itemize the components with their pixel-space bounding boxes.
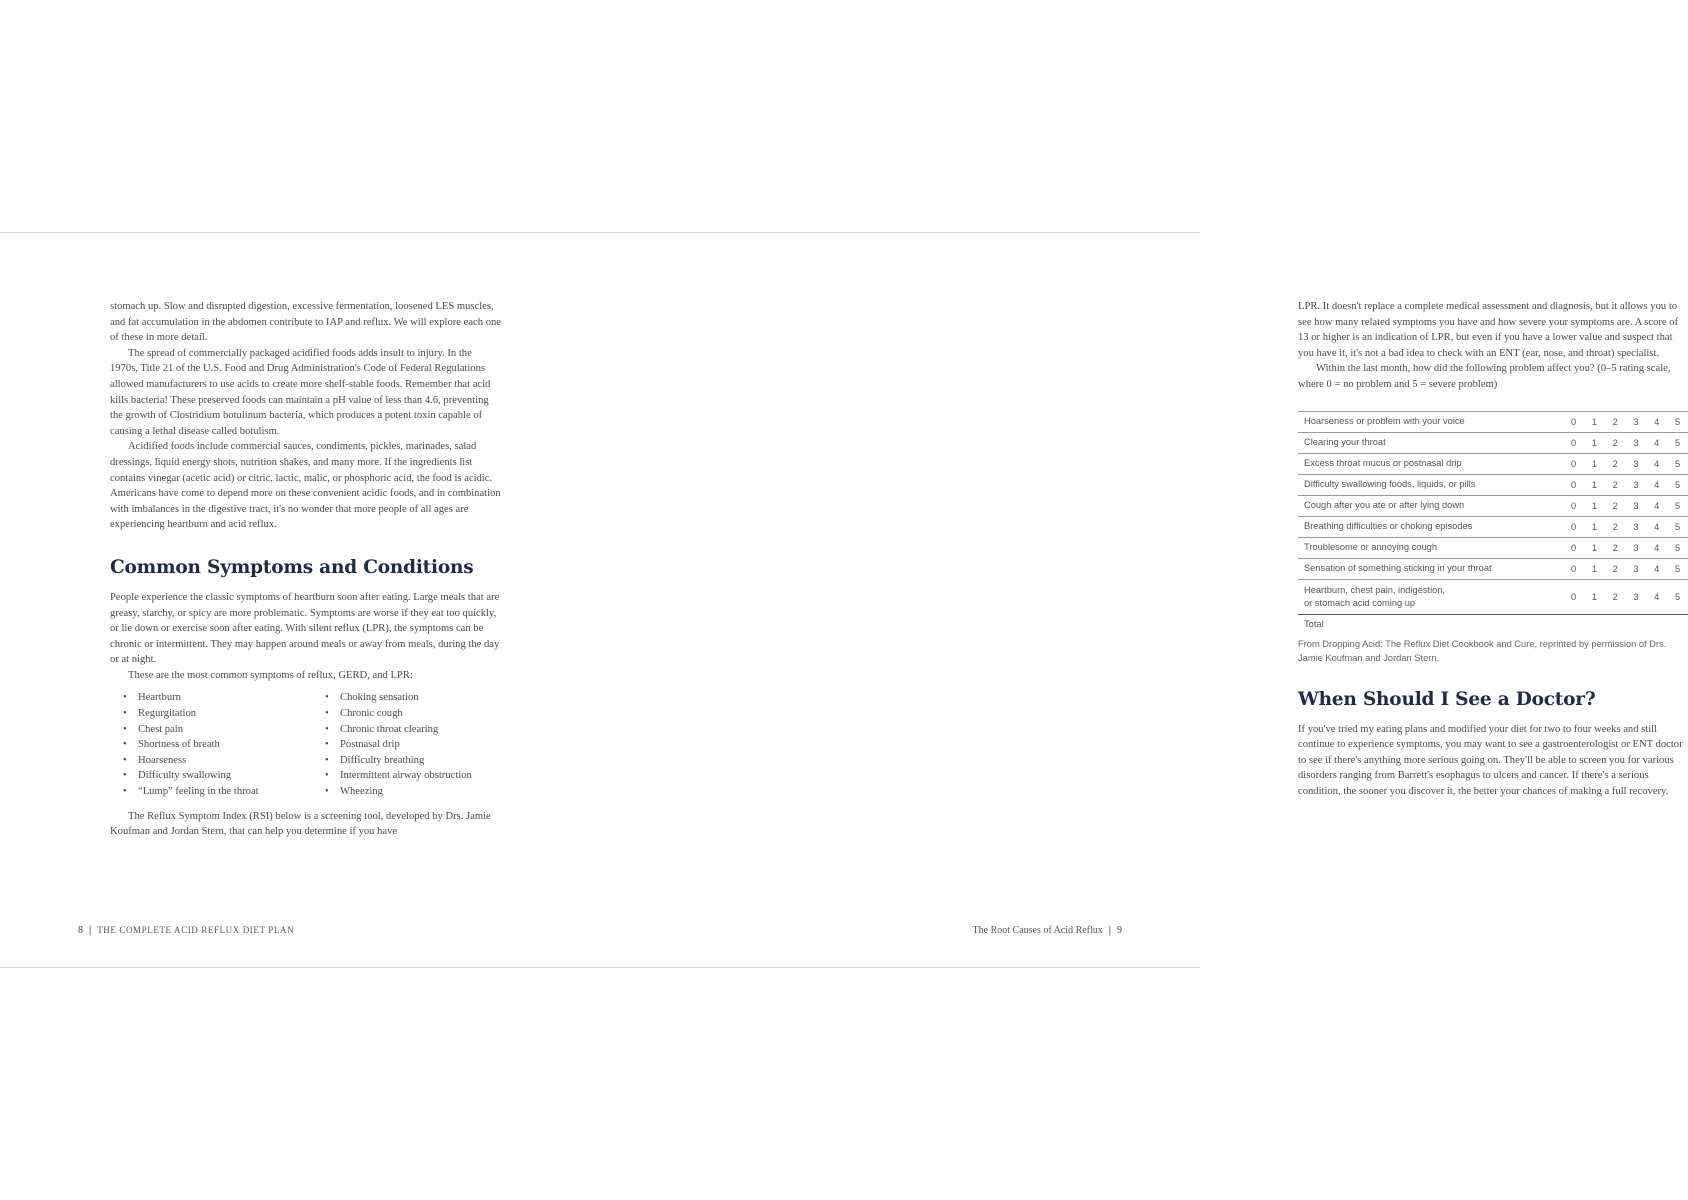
list-item: • Chronic cough bbox=[325, 706, 472, 722]
rsi-score: 4 bbox=[1654, 563, 1660, 574]
body-paragraph: If you've tried my eating plans and modified your diet for two to four weeks and still continue to experience symptoms, you may want to see a gastroenterologist or ENT doctor to see if there's anything more serious going on. They'll be able to screen you for various disorders ranging from Barrett's esophagus to ulcers and cancer. If there's a serious condition, the sooner you discover it, the better your chances of making a full recovery. bbox=[1298, 723, 1683, 797]
rsi-score: 5 bbox=[1674, 542, 1681, 553]
rsi-score: 2 bbox=[1612, 437, 1618, 448]
rsi-score: 5 bbox=[1674, 416, 1681, 427]
rsi-score: 4 bbox=[1654, 479, 1660, 490]
left-text-column bbox=[110, 299, 502, 840]
right-page bbox=[600, 233, 1683, 967]
table-row bbox=[1298, 495, 1688, 516]
rsi-score: 5 bbox=[1674, 479, 1681, 490]
rsi-score: 4 bbox=[1654, 416, 1660, 427]
rsi-score: 3 bbox=[1633, 500, 1639, 511]
rsi-question: Hoarseness or problem with your voice bbox=[1304, 416, 1465, 427]
body-paragraph: Within the last month, how did the following problem affect you? (0–5 rating scale, where 0 = no problem and 5 = severe problem) bbox=[1298, 363, 1671, 390]
rsi-score: 1 bbox=[1591, 416, 1597, 427]
rsi-question bbox=[1298, 579, 1563, 614]
rsi-score: 1 bbox=[1591, 542, 1597, 553]
table-row bbox=[1298, 432, 1688, 453]
rsi-score: 5 bbox=[1674, 437, 1681, 448]
body-paragraph: The Reflux Symptom Index (RSI) below is a screening tool, developed by Drs. Jamie Koufman and Jordan Stern, that can help you determine if you have bbox=[110, 810, 491, 838]
rsi-score: 2 bbox=[1612, 500, 1618, 511]
list-item: • Choking sensation bbox=[325, 690, 472, 706]
rsi-score: 2 bbox=[1612, 458, 1618, 469]
list-item: • Difficulty swallowing bbox=[123, 768, 325, 784]
body-paragraph: LPR. It doesn't replace a complete medical assessment and diagnosis, but it allows you to see how many related symptoms you have and how severe your symptoms are. A score of 13 or higher is an indication of LPR, but even if you have a lower value and suspect that you have it, it's not a bad idea to check with an ENT (ear, nose, and throat) specialist. bbox=[1298, 301, 1679, 359]
rsi-score: 3 bbox=[1633, 563, 1639, 574]
list-item: • Regurgitation bbox=[123, 706, 325, 722]
list-item: • Wheezing bbox=[325, 784, 472, 800]
rsi-score: 5 bbox=[1674, 458, 1681, 469]
rsi-question: Excess throat mucus or postnasal drip bbox=[1304, 458, 1462, 469]
table-row bbox=[1298, 537, 1688, 558]
running-head-chapter-title: The Root Causes of Acid Reflux bbox=[972, 925, 1103, 936]
rsi-score: 3 bbox=[1633, 458, 1639, 469]
list-item: • Difficulty breathing bbox=[325, 753, 472, 769]
rsi-question: Difficulty swallowing foods, liquids, or pills bbox=[1304, 479, 1476, 490]
rsi-score: 0 bbox=[1571, 542, 1577, 553]
page-number: 9 bbox=[1117, 925, 1122, 936]
list-item: • Chest pain bbox=[123, 722, 325, 738]
rsi-score: 1 bbox=[1591, 458, 1597, 469]
rsi-score: 1 bbox=[1591, 591, 1597, 602]
rsi-score: 2 bbox=[1612, 416, 1618, 427]
list-item: • Shortness of breath bbox=[123, 737, 325, 753]
list-item: • Postnasal drip bbox=[325, 737, 472, 753]
rsi-score: 0 bbox=[1571, 458, 1577, 469]
rsi-score: 0 bbox=[1571, 500, 1577, 511]
reflux-symptom-index-table bbox=[1298, 411, 1688, 634]
rsi-score: 0 bbox=[1571, 591, 1577, 602]
body-paragraph: People experience the classic symptoms of heartburn soon after eating. Large meals that are greasy, starchy, or spicy are more problematic. Symptoms are worse if they eat too quickly, or lie down or exercise soon after eating. With silent reflux (LPR), the symptoms can be chronic or intermittent. They may happen around meals or away from meals, during the day or at night. bbox=[110, 591, 500, 666]
rsi-question: Cough after you ate or after lying down bbox=[1304, 500, 1465, 511]
rsi-score: 0 bbox=[1571, 521, 1577, 532]
rsi-score: 2 bbox=[1612, 521, 1618, 532]
rsi-question: Sensation of something sticking in your throat bbox=[1304, 563, 1492, 574]
body-paragraph: These are the most common symptoms of reflux, GERD, and LPR: bbox=[128, 669, 413, 681]
rsi-score: 5 bbox=[1674, 563, 1681, 574]
list-item: • Intermittent airway obstruction bbox=[325, 768, 472, 784]
rsi-score: 1 bbox=[1591, 563, 1597, 574]
left-page bbox=[0, 233, 600, 967]
table-row bbox=[1298, 516, 1688, 537]
footer-separator: | bbox=[1108, 925, 1111, 936]
rsi-score: 4 bbox=[1654, 458, 1660, 469]
table-row-total bbox=[1298, 614, 1688, 634]
rsi-score: 1 bbox=[1591, 500, 1597, 511]
rsi-score: 4 bbox=[1654, 500, 1660, 511]
section-heading-see-doctor: When Should I See a Doctor? bbox=[1298, 688, 1596, 710]
rsi-score: 4 bbox=[1654, 521, 1660, 532]
rsi-question-line: Heartburn, chest pain, indigestion, bbox=[1304, 584, 1446, 595]
rsi-score: 0 bbox=[1571, 563, 1577, 574]
table-row bbox=[1298, 453, 1688, 474]
body-paragraph: The spread of commercially packaged acidified foods adds insult to injury. In the 1970s, Title 21 of the U.S. Food and Drug Administration's Code of Federal Regulations allowed manufacturers to use acids to create more shelf-stable foods. Remember that acid kills bacteria! These preserved foods can maintain a pH value of less than 4.6, preventing the growth of Clostridium botulinum bacteria, which produces a potent toxin capable of causing a lethal disease called botulism. bbox=[110, 347, 491, 437]
right-text-column bbox=[1298, 299, 1688, 800]
rsi-score: 4 bbox=[1654, 542, 1660, 553]
rsi-score: 5 bbox=[1674, 500, 1681, 511]
rsi-score: 2 bbox=[1612, 591, 1618, 602]
book-spread bbox=[0, 232, 1683, 968]
symptoms-list-column-2 bbox=[325, 690, 472, 799]
body-paragraph: Acidified foods include commercial sauces, condiments, pickles, marinades, salad dressings, liquid energy shots, nutrition shakes, and many more. If the ingredients list contains vinegar (acetic acid) or citric, lactic, malic, or phosphoric acid, the food is acidic. Americans have come to depend more on these convenient acidic foods, and in combination with imbalances in the digestive tract, it's no wonder that more people of all ages are experiencing heartburn and acid reflux. bbox=[110, 441, 501, 531]
page-number: 8 bbox=[78, 925, 83, 936]
rsi-question: Troublesome or annoying cough bbox=[1304, 542, 1437, 553]
rsi-table-body bbox=[1298, 411, 1688, 634]
rsi-score: 3 bbox=[1633, 437, 1639, 448]
body-paragraph: stomach up. Slow and disrupted digestion, excessive fermentation, loosened LES muscles, and fat accumulation in the abdomen contribute to IAP and reflux. We will explore each one of these in more detail. bbox=[110, 301, 501, 344]
left-page-footer bbox=[78, 925, 294, 936]
rsi-score: 0 bbox=[1571, 479, 1577, 490]
table-row bbox=[1298, 474, 1688, 495]
rsi-score: 3 bbox=[1633, 416, 1639, 427]
table-row bbox=[1298, 558, 1688, 579]
rsi-score: 3 bbox=[1633, 542, 1639, 553]
list-item: • Chronic throat clearing bbox=[325, 722, 472, 738]
rsi-score: 1 bbox=[1591, 521, 1597, 532]
rsi-score: 4 bbox=[1654, 591, 1660, 602]
running-head-book-title: THE COMPLETE ACID REFLUX DIET PLAN bbox=[97, 925, 295, 935]
right-page-footer bbox=[973, 925, 1122, 936]
table-credit: From Dropping Acid: The Reflux Diet Cookbook and Cure, reprinted by permission of Drs. Jamie Koufman and Jordan Stern. bbox=[1298, 638, 1667, 663]
rsi-score: 0 bbox=[1571, 416, 1577, 427]
rsi-score: 2 bbox=[1612, 479, 1618, 490]
rsi-score: 2 bbox=[1612, 542, 1618, 553]
footer-separator: | bbox=[89, 925, 92, 936]
list-item: • “Lump” feeling in the throat bbox=[123, 784, 325, 800]
rsi-score: 1 bbox=[1591, 479, 1597, 490]
rsi-question: Clearing your throat bbox=[1304, 437, 1386, 448]
table-row bbox=[1298, 579, 1688, 614]
table-row bbox=[1298, 411, 1688, 432]
rsi-score: 1 bbox=[1591, 437, 1597, 448]
list-item: • Heartburn bbox=[123, 690, 325, 706]
symptoms-list bbox=[110, 690, 502, 799]
rsi-score: 3 bbox=[1633, 591, 1639, 602]
rsi-score: 2 bbox=[1612, 563, 1618, 574]
section-heading-symptoms: Common Symptoms and Conditions bbox=[110, 556, 474, 578]
rsi-question-line: or stomach acid coming up bbox=[1304, 597, 1416, 608]
rsi-score: 4 bbox=[1654, 437, 1660, 448]
symptoms-list-column-1 bbox=[123, 690, 325, 799]
rsi-question: Breathing difficulties or choking episodes bbox=[1304, 521, 1473, 532]
rsi-score: 3 bbox=[1633, 479, 1639, 490]
list-item: • Hoarseness bbox=[123, 753, 325, 769]
rsi-score: 0 bbox=[1571, 437, 1577, 448]
rsi-score: 5 bbox=[1674, 591, 1681, 602]
rsi-score: 3 bbox=[1633, 521, 1639, 532]
rsi-score: 5 bbox=[1674, 521, 1681, 532]
rsi-total-label: Total bbox=[1304, 618, 1324, 629]
